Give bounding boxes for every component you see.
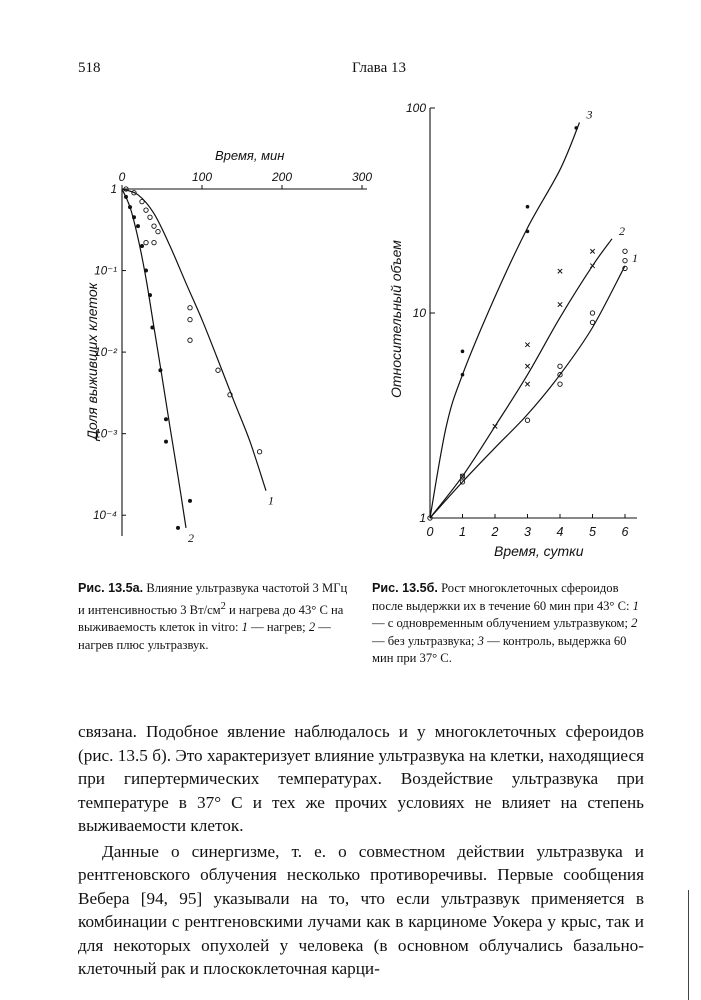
figure-a-y-tick-label: 1 [110, 184, 117, 196]
figure-a-x-tick-label: 100 [191, 170, 213, 184]
figure-b-series-label-3: 3 [586, 107, 593, 122]
caption-b-item-3: 3 [477, 633, 484, 648]
figure-b-point-2 [525, 343, 529, 347]
figure-b-point-1 [558, 382, 562, 386]
figure-b-point-3 [574, 126, 578, 130]
running-head: Глава 13 [352, 60, 406, 76]
figure-b-labels [388, 240, 584, 559]
figure-b-point-1 [623, 258, 627, 262]
figure-b-ylabel: Относительный объем [388, 240, 404, 398]
caption-a-text-3: — нагрев; [247, 620, 309, 635]
figure-b-x-tick-label: 4 [556, 525, 564, 539]
caption-a-sup: 2 [220, 600, 226, 612]
caption-b-item-1: 1 [632, 598, 639, 613]
figure-b-point-3 [461, 373, 465, 377]
figure-b-series-label-1: 1 [632, 250, 638, 265]
figure-b-point-2 [558, 302, 562, 306]
figure-a-x-tick-label: 300 [351, 170, 373, 184]
figure-b-y-tick-label: 10 [412, 306, 426, 320]
paragraph-2: Данные о синергизме, т. е. о совместном действии ультразвука и рентгеновского облучения несколько противоречивы. Первые сообщения Вебера [94, 95] указывали на то, что если ультразвук применяется в комбинации с рентгеновскими лучами как в карциноме Уокера у крыс, так и для некоторых опухолей у человека (в основном облучались базально-клеточный рак и плоскоклеточная карци- [78, 841, 644, 978]
figure-b-series-label-2: 2 [619, 223, 625, 238]
caption-a-text-1: Влияние ультразвука частотой 3 МГц и интенсивностью 3 Вт/см [78, 581, 348, 617]
figure-b-curve-3 [430, 123, 580, 519]
caption-a-label: Рис. 13.5а. [78, 581, 144, 595]
figure-b-x-tick-label: 2 [491, 525, 499, 539]
figure-b-point-3 [526, 205, 530, 209]
figure-b-point-2 [558, 269, 562, 273]
caption-b-text-2: — с одновременным облучением ультразвуком; [372, 616, 632, 630]
body-text [78, 720, 644, 981]
figure-b-point-3 [461, 350, 465, 354]
figure-b-x-tick-label: 6 [621, 525, 629, 539]
figure-b-points [428, 126, 627, 520]
caption-a-text-2: и нагрева до 43° С на выживаемость клеток in vitro: [78, 602, 344, 635]
caption-b-text-1: Рост многоклеточных сфероидов после выдержки их в течение 60 мин при 43° С: [372, 581, 633, 613]
figure-b-point-2 [590, 249, 594, 253]
figure-a-y-tick-label: 10⁻² [94, 347, 117, 360]
caption-b-text-4: — контроль, выдержка 60 мин при 37° С. [372, 633, 627, 665]
figure-b-axes [406, 101, 637, 539]
margin-rule [688, 890, 689, 1000]
caption-13-5a [78, 580, 350, 654]
figure-b-x-tick-label: 3 [524, 525, 531, 539]
figure-b-point-1 [525, 418, 529, 422]
figure-a-x-tick-label: 0 [118, 170, 126, 184]
figure-b-point-3 [526, 230, 530, 234]
figure-a-xlabel: Время, мин [215, 148, 285, 163]
caption-13-5b [372, 580, 645, 668]
paragraph-1: связана. Подобное явление наблюдалось и у многоклеточных сфероидов (рис. 13.5 б). Это характеризует влияние ультразвука на клетки, находящиеся при гипертермических температурах. Воздействие ультразвука при температуре в 37° С и тех же прочих условиях не влияет на степень выживаемости клеток. [78, 722, 644, 835]
caption-b-text-3: — без ультразвука; [372, 633, 478, 648]
figure-b-point-1 [590, 311, 594, 315]
figure-b-xlabel: Время, сутки [494, 543, 584, 559]
caption-a-item-2: 2 [308, 620, 316, 635]
figure-b-x-tick-label: 1 [459, 525, 466, 539]
caption-b-item-2: 2 [631, 616, 638, 630]
figure-b-point-1 [558, 364, 562, 368]
figure-b-curves [430, 107, 638, 518]
figure-b-point-2 [493, 424, 497, 428]
figure-a-y-tick-label: 10⁻³ [94, 428, 117, 441]
caption-a-text-4: — нагрев плюс ультразвук. [78, 620, 331, 652]
figure-b-point-1 [590, 320, 594, 324]
figure-b-point-2 [525, 364, 529, 368]
figure-a-y-tick-label: 10⁻¹ [94, 265, 117, 278]
figure-b-point-2 [525, 382, 529, 386]
figure-a-x-tick-label: 200 [271, 170, 293, 184]
page-number: 518 [78, 60, 101, 76]
figure-b-point-2 [590, 264, 594, 268]
figure-b-point-2 [460, 474, 464, 478]
figure-b-x-tick-label: 5 [589, 525, 596, 539]
figure-a-series-label-2: 2 [188, 530, 194, 545]
figure-b-point-1 [623, 249, 627, 253]
figure-a-y-tick-label: 10⁻⁴ [93, 510, 117, 523]
figure-b-curve-2 [430, 239, 612, 518]
figure-a-series-label-1: 1 [268, 493, 274, 508]
figure-a-ylabel: Доля выживших клеток [84, 282, 100, 440]
caption-a-item-1: 1 [241, 620, 248, 635]
figure-b-y-tick-label: 1 [419, 511, 426, 525]
figure-b-y-tick-label: 100 [405, 101, 426, 115]
figure-b-x-tick-label: 0 [426, 525, 434, 539]
caption-b-label: Рис. 13.5б. [372, 581, 438, 595]
